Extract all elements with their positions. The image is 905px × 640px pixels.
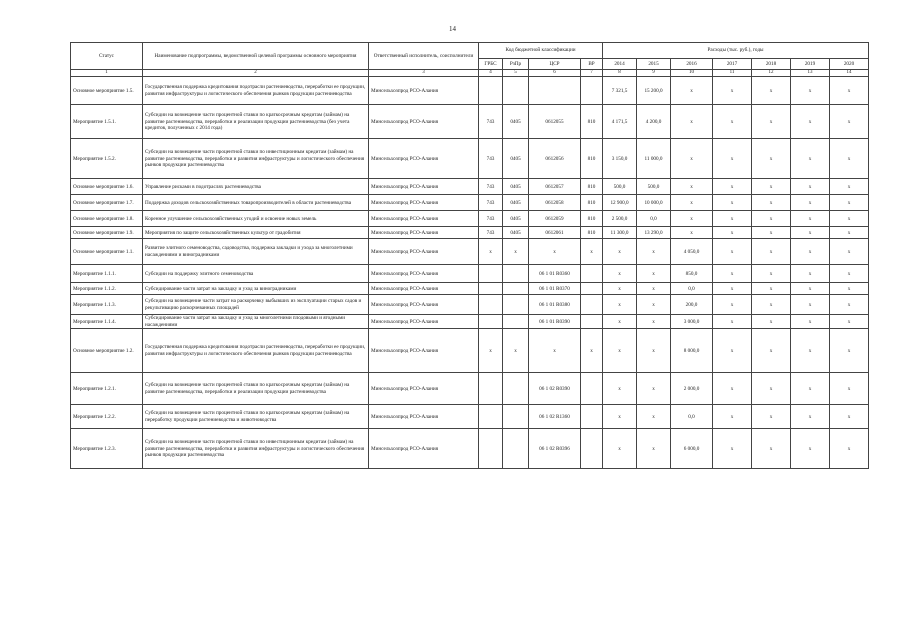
row-value-2018: х bbox=[752, 139, 791, 179]
row-csr: 06 1 02 R0390 bbox=[529, 373, 581, 405]
row-name: Субсидирование части затрат на закладку и уход за многолетними плодовыми и ягодными насаждениями bbox=[143, 315, 369, 329]
row-status: Мероприятие 1.1.2. bbox=[71, 283, 143, 295]
row-rzpr: 0405 bbox=[503, 211, 529, 227]
row-value-2016: 3 000,0 bbox=[671, 315, 713, 329]
header-csr: ЦСР bbox=[529, 59, 581, 70]
row-value-2014: х bbox=[603, 405, 637, 429]
row-value-2015: х bbox=[637, 283, 671, 295]
table-row bbox=[71, 265, 869, 283]
row-value-2018: х bbox=[752, 283, 791, 295]
row-csr: 0612055 bbox=[529, 105, 581, 139]
row-vr bbox=[581, 429, 603, 469]
row-value-2018: х bbox=[752, 77, 791, 105]
row-value-2020: х bbox=[830, 227, 869, 239]
row-executor: Минсельхозпрод РСО-Алания bbox=[369, 105, 479, 139]
row-status: Мероприятие 1.2.1. bbox=[71, 373, 143, 405]
row-executor: Минсельхозпрод РСО-Алания bbox=[369, 429, 479, 469]
row-grbs bbox=[479, 373, 503, 405]
row-csr: 0612056 bbox=[529, 139, 581, 179]
header-status: Статус bbox=[71, 43, 143, 70]
row-value-2017: х bbox=[713, 77, 752, 105]
row-status: Мероприятие 1.5.2. bbox=[71, 139, 143, 179]
row-value-2019: х bbox=[791, 139, 830, 179]
column-number: 13 bbox=[791, 70, 830, 77]
row-value-2014: х bbox=[603, 239, 637, 265]
row-value-2017: х bbox=[713, 405, 752, 429]
row-value-2014: х bbox=[603, 373, 637, 405]
header-year: 2015 bbox=[637, 59, 671, 70]
row-csr: 06 1 02 R1360 bbox=[529, 405, 581, 429]
row-name: Субсидии на возмещение части процентной ставки по краткосрочным кредитам (займам) на переработку продукции растениеводства и животноводства bbox=[143, 405, 369, 429]
row-grbs: 743 bbox=[479, 179, 503, 195]
row-name: Субсидии на возмещение части процентной ставки по инвестиционным кредитам (займам) на развитие растениеводства, переработки и развития инфраструктуры и логистического обеспечения рынков продукции растениеводства bbox=[143, 139, 369, 179]
row-value-2017: х bbox=[713, 283, 752, 295]
row-value-2015: х bbox=[637, 373, 671, 405]
row-value-2017: х bbox=[713, 265, 752, 283]
row-status: Основное мероприятие 1.8. bbox=[71, 211, 143, 227]
table-row bbox=[71, 315, 869, 329]
row-status: Основное мероприятие 1.5. bbox=[71, 77, 143, 105]
row-vr: 810 bbox=[581, 195, 603, 211]
row-value-2016: 200,0 bbox=[671, 295, 713, 315]
row-rzpr: х bbox=[503, 329, 529, 373]
row-vr bbox=[581, 373, 603, 405]
row-value-2015: х bbox=[637, 329, 671, 373]
table-row bbox=[71, 329, 869, 373]
row-value-2017: х bbox=[713, 329, 752, 373]
row-value-2015: х bbox=[637, 295, 671, 315]
row-value-2016: 6 000,0 bbox=[671, 429, 713, 469]
row-status: Мероприятие 1.1.3. bbox=[71, 295, 143, 315]
row-executor: Минсельхозпрод РСО-Алания bbox=[369, 329, 479, 373]
row-vr bbox=[581, 295, 603, 315]
row-grbs: 743 bbox=[479, 105, 503, 139]
row-grbs bbox=[479, 265, 503, 283]
row-value-2018: х bbox=[752, 373, 791, 405]
row-value-2020: х bbox=[830, 373, 869, 405]
row-name: Мероприятия по защите сельскохозяйственных культур от градобития bbox=[143, 227, 369, 239]
row-value-2017: х bbox=[713, 429, 752, 469]
header-year: 2020 bbox=[830, 59, 869, 70]
row-value-2020: х bbox=[830, 405, 869, 429]
row-value-2014: 500,0 bbox=[603, 179, 637, 195]
column-number: 9 bbox=[637, 70, 671, 77]
column-number: 7 bbox=[581, 70, 603, 77]
row-value-2017: х bbox=[713, 195, 752, 211]
row-executor: Минсельхозпрод РСО-Алания bbox=[369, 239, 479, 265]
header-rzpr: РзПр bbox=[503, 59, 529, 70]
row-value-2018: х bbox=[752, 329, 791, 373]
row-value-2019: х bbox=[791, 195, 830, 211]
row-value-2017: х bbox=[713, 227, 752, 239]
table-row bbox=[71, 405, 869, 429]
column-numbers-row bbox=[71, 70, 869, 77]
row-value-2015: 13 290,0 bbox=[637, 227, 671, 239]
row-value-2014: 3 150,0 bbox=[603, 139, 637, 179]
row-value-2015: 10 000,0 bbox=[637, 195, 671, 211]
row-grbs bbox=[479, 405, 503, 429]
row-vr: х bbox=[581, 329, 603, 373]
row-status: Мероприятие 1.1.1. bbox=[71, 265, 143, 283]
column-number: 11 bbox=[713, 70, 752, 77]
column-number: 8 bbox=[603, 70, 637, 77]
row-value-2017: х bbox=[713, 373, 752, 405]
row-executor: Минсельхозпрод РСО-Алания bbox=[369, 211, 479, 227]
column-number: 1 bbox=[71, 70, 143, 77]
header-vr: ВР bbox=[581, 59, 603, 70]
row-grbs bbox=[479, 77, 503, 105]
row-grbs bbox=[479, 295, 503, 315]
header-budget-code: Код бюджетной классификации bbox=[479, 43, 603, 59]
table-row bbox=[71, 139, 869, 179]
row-value-2014: х bbox=[603, 429, 637, 469]
row-value-2015: 0,0 bbox=[637, 211, 671, 227]
header-year: 2016 bbox=[671, 59, 713, 70]
row-value-2017: х bbox=[713, 239, 752, 265]
row-vr bbox=[581, 77, 603, 105]
header-grbs: ГРБС bbox=[479, 59, 503, 70]
row-value-2020: х bbox=[830, 265, 869, 283]
column-number: 12 bbox=[752, 70, 791, 77]
row-vr bbox=[581, 265, 603, 283]
table-row bbox=[71, 373, 869, 405]
row-executor: Минсельхозпрод РСО-Алания bbox=[369, 373, 479, 405]
row-status: Основное мероприятие 1.6. bbox=[71, 179, 143, 195]
row-value-2018: х bbox=[752, 405, 791, 429]
row-csr: 06 1 02 R0396 bbox=[529, 429, 581, 469]
row-status: Мероприятие 1.2.2. bbox=[71, 405, 143, 429]
budget-table bbox=[70, 42, 869, 469]
column-number: 10 bbox=[671, 70, 713, 77]
header-executor: Ответственный исполнитель, соисполнители bbox=[369, 43, 479, 70]
row-status: Основное мероприятие 1.7. bbox=[71, 195, 143, 211]
row-value-2016: х bbox=[671, 211, 713, 227]
row-vr: 810 bbox=[581, 105, 603, 139]
row-value-2019: х bbox=[791, 405, 830, 429]
row-executor: Минсельхозпрод РСО-Алания bbox=[369, 227, 479, 239]
header-year: 2014 bbox=[603, 59, 637, 70]
row-value-2020: х bbox=[830, 195, 869, 211]
row-value-2015: х bbox=[637, 315, 671, 329]
row-value-2014: х bbox=[603, 295, 637, 315]
row-csr: 0612058 bbox=[529, 195, 581, 211]
row-value-2018: х bbox=[752, 105, 791, 139]
row-name: Развитие элитного семеноводства, садоводства, поддержка закладки и ухода за многолетними насаждениями и виноградниками bbox=[143, 239, 369, 265]
row-value-2018: х bbox=[752, 239, 791, 265]
row-grbs: х bbox=[479, 329, 503, 373]
row-value-2014: х bbox=[603, 329, 637, 373]
row-value-2019: х bbox=[791, 315, 830, 329]
row-executor: Минсельхозпрод РСО-Алания bbox=[369, 179, 479, 195]
row-vr: 810 bbox=[581, 179, 603, 195]
row-executor: Минсельхозпрод РСО-Алания bbox=[369, 195, 479, 211]
row-rzpr: х bbox=[503, 239, 529, 265]
row-value-2019: х bbox=[791, 283, 830, 295]
table-row bbox=[71, 179, 869, 195]
row-value-2020: х bbox=[830, 295, 869, 315]
row-grbs: 743 bbox=[479, 195, 503, 211]
table-row bbox=[71, 295, 869, 315]
row-value-2014: 12 900,0 bbox=[603, 195, 637, 211]
header-expenses: Расходы (тыс. руб.), годы bbox=[603, 43, 869, 59]
row-vr bbox=[581, 405, 603, 429]
row-value-2016: х bbox=[671, 139, 713, 179]
row-csr: 06 1 01 R0370 bbox=[529, 283, 581, 295]
row-value-2019: х bbox=[791, 105, 830, 139]
row-value-2016: 0,0 bbox=[671, 283, 713, 295]
row-value-2019: х bbox=[791, 77, 830, 105]
row-rzpr bbox=[503, 295, 529, 315]
header-year: 2019 bbox=[791, 59, 830, 70]
row-csr: 0612057 bbox=[529, 179, 581, 195]
row-value-2015: х bbox=[637, 265, 671, 283]
row-executor: Минсельхозпрод РСО-Алания bbox=[369, 77, 479, 105]
row-value-2014: 7 321,5 bbox=[603, 77, 637, 105]
row-vr bbox=[581, 315, 603, 329]
row-rzpr: 0405 bbox=[503, 179, 529, 195]
row-value-2020: х bbox=[830, 315, 869, 329]
row-rzpr bbox=[503, 315, 529, 329]
row-vr: 810 bbox=[581, 139, 603, 179]
row-value-2014: х bbox=[603, 315, 637, 329]
row-value-2016: х bbox=[671, 105, 713, 139]
row-executor: Минсельхозпрод РСО-Алания bbox=[369, 265, 479, 283]
row-value-2015: 11 000,0 bbox=[637, 139, 671, 179]
row-value-2017: х bbox=[713, 315, 752, 329]
row-grbs bbox=[479, 429, 503, 469]
row-vr bbox=[581, 283, 603, 295]
row-value-2017: х bbox=[713, 105, 752, 139]
row-grbs: 743 bbox=[479, 139, 503, 179]
row-value-2020: х bbox=[830, 239, 869, 265]
row-value-2015: 500,0 bbox=[637, 179, 671, 195]
header-name: Наименование подпрограммы, ведомственной целевой программы основного мероприятия bbox=[143, 43, 369, 70]
page-number: 14 bbox=[449, 25, 456, 33]
row-vr: 810 bbox=[581, 227, 603, 239]
row-name: Субсидии на поддержку элитного семеноводства bbox=[143, 265, 369, 283]
row-status: Основное мероприятие 1.9. bbox=[71, 227, 143, 239]
row-value-2016: х bbox=[671, 179, 713, 195]
row-value-2019: х bbox=[791, 239, 830, 265]
row-value-2019: х bbox=[791, 373, 830, 405]
row-value-2019: х bbox=[791, 295, 830, 315]
row-name: Поддержка доходов сельскохозяйственных товаропроизводителей в области растениеводства bbox=[143, 195, 369, 211]
table-row bbox=[71, 283, 869, 295]
row-rzpr: 0405 bbox=[503, 227, 529, 239]
row-value-2018: х bbox=[752, 179, 791, 195]
row-csr bbox=[529, 77, 581, 105]
row-rzpr bbox=[503, 265, 529, 283]
row-grbs: 743 bbox=[479, 227, 503, 239]
row-status: Основное мероприятие 1.1. bbox=[71, 239, 143, 265]
row-rzpr: 0405 bbox=[503, 105, 529, 139]
row-value-2016: 4 050,0 bbox=[671, 239, 713, 265]
row-executor: Минсельхозпрод РСО-Алания bbox=[369, 405, 479, 429]
column-number: 14 bbox=[830, 70, 869, 77]
table-row bbox=[71, 429, 869, 469]
row-name: Управление рисками в подотраслях растениеводства bbox=[143, 179, 369, 195]
row-name: Субсидии на возмещение части процентной ставки по краткосрочным кредитам (займам) на развитие растениеводства, переработки и реализации продукции растениеводства bbox=[143, 373, 369, 405]
row-rzpr: 0405 bbox=[503, 139, 529, 179]
row-value-2017: х bbox=[713, 295, 752, 315]
row-executor: Минсельхозпрод РСО-Алания bbox=[369, 315, 479, 329]
row-value-2018: х bbox=[752, 429, 791, 469]
row-executor: Минсельхозпрод РСО-Алания bbox=[369, 139, 479, 179]
row-rzpr bbox=[503, 283, 529, 295]
row-value-2016: 8 000,0 bbox=[671, 329, 713, 373]
row-status: Мероприятие 1.1.4. bbox=[71, 315, 143, 329]
table-row bbox=[71, 195, 869, 211]
row-csr: 06 1 01 R0380 bbox=[529, 295, 581, 315]
row-value-2016: х bbox=[671, 195, 713, 211]
row-value-2020: х bbox=[830, 179, 869, 195]
column-number: 5 bbox=[503, 70, 529, 77]
row-value-2016: 850,0 bbox=[671, 265, 713, 283]
row-name: Государственная поддержка кредитования подотрасли растениеводства, переработки ее продукции, развития инфраструктуры и логистического обеспечения рынков продукции растениеводства bbox=[143, 77, 369, 105]
row-value-2019: х bbox=[791, 211, 830, 227]
row-csr: х bbox=[529, 239, 581, 265]
row-value-2017: х bbox=[713, 179, 752, 195]
row-value-2020: х bbox=[830, 283, 869, 295]
row-executor: Минсельхозпрод РСО-Алания bbox=[369, 283, 479, 295]
row-value-2019: х bbox=[791, 227, 830, 239]
row-rzpr bbox=[503, 405, 529, 429]
row-grbs: х bbox=[479, 239, 503, 265]
header-year: 2017 bbox=[713, 59, 752, 70]
row-value-2018: х bbox=[752, 195, 791, 211]
row-value-2015: х bbox=[637, 239, 671, 265]
row-value-2016: х bbox=[671, 227, 713, 239]
row-csr: х bbox=[529, 329, 581, 373]
header-year: 2018 bbox=[752, 59, 791, 70]
row-value-2020: х bbox=[830, 429, 869, 469]
row-value-2015: х bbox=[637, 405, 671, 429]
row-value-2018: х bbox=[752, 315, 791, 329]
row-value-2020: х bbox=[830, 211, 869, 227]
table-row bbox=[71, 227, 869, 239]
table-row bbox=[71, 105, 869, 139]
row-value-2014: 4 171,5 bbox=[603, 105, 637, 139]
row-csr: 0612061 bbox=[529, 227, 581, 239]
row-value-2019: х bbox=[791, 265, 830, 283]
row-value-2020: х bbox=[830, 329, 869, 373]
row-value-2019: х bbox=[791, 179, 830, 195]
table-row bbox=[71, 77, 869, 105]
row-rzpr bbox=[503, 77, 529, 105]
row-status: Мероприятие 1.2.3. bbox=[71, 429, 143, 469]
row-csr: 06 1 01 R0360 bbox=[529, 265, 581, 283]
row-value-2014: х bbox=[603, 265, 637, 283]
row-vr: х bbox=[581, 239, 603, 265]
row-value-2020: х bbox=[830, 77, 869, 105]
row-rzpr bbox=[503, 373, 529, 405]
row-csr: 0612059 bbox=[529, 211, 581, 227]
column-number: 4 bbox=[479, 70, 503, 77]
row-rzpr: 0405 bbox=[503, 195, 529, 211]
row-value-2020: х bbox=[830, 105, 869, 139]
row-status: Мероприятие 1.5.1. bbox=[71, 105, 143, 139]
row-value-2014: 2 500,0 bbox=[603, 211, 637, 227]
row-value-2016: х bbox=[671, 77, 713, 105]
column-number: 3 bbox=[369, 70, 479, 77]
row-value-2016: 0,0 bbox=[671, 405, 713, 429]
row-rzpr bbox=[503, 429, 529, 469]
row-csr: 06 1 01 R0390 bbox=[529, 315, 581, 329]
row-value-2015: 4 200,0 bbox=[637, 105, 671, 139]
column-number: 2 bbox=[143, 70, 369, 77]
row-grbs: 743 bbox=[479, 211, 503, 227]
table-row bbox=[71, 211, 869, 227]
row-value-2017: х bbox=[713, 211, 752, 227]
row-name: Коренное улучшение сельскохозяйственных угодий и освоение новых земель bbox=[143, 211, 369, 227]
row-value-2019: х bbox=[791, 429, 830, 469]
row-name: Государственная поддержка кредитования подотрасли растениеводства, переработки ее продукции, развития инфраструктуры и логистического обеспечения рынков продукции растениеводства bbox=[143, 329, 369, 373]
table-row bbox=[71, 239, 869, 265]
row-name: Субсидирование части затрат на закладку и уход за виноградниками bbox=[143, 283, 369, 295]
row-value-2017: х bbox=[713, 139, 752, 179]
row-value-2014: 11 300,0 bbox=[603, 227, 637, 239]
row-value-2018: х bbox=[752, 295, 791, 315]
row-value-2014: х bbox=[603, 283, 637, 295]
row-name: Субсидии на возмещение части процентной ставки по краткосрочным кредитам (займам) на развитие растениеводства, переработки и реализации продукции растениеводства (без учета кредитов, полученных с 2014 года) bbox=[143, 105, 369, 139]
row-grbs bbox=[479, 315, 503, 329]
row-status: Основное мероприятие 1.2. bbox=[71, 329, 143, 373]
row-vr: 810 bbox=[581, 211, 603, 227]
row-value-2015: х bbox=[637, 429, 671, 469]
row-value-2018: х bbox=[752, 211, 791, 227]
row-value-2018: х bbox=[752, 227, 791, 239]
row-value-2018: х bbox=[752, 265, 791, 283]
row-executor: Минсельхозпрод РСО-Алания bbox=[369, 295, 479, 315]
column-number: 6 bbox=[529, 70, 581, 77]
row-value-2019: х bbox=[791, 329, 830, 373]
row-value-2020: х bbox=[830, 139, 869, 179]
row-value-2015: 15 200,0 bbox=[637, 77, 671, 105]
row-name: Субсидии на возмещение части затрат на раскорчевку выбывших из эксплуатации старых садов и рекультивацию раскорчеванных площадей bbox=[143, 295, 369, 315]
row-value-2016: 2 000,0 bbox=[671, 373, 713, 405]
row-name: Субсидии на возмещение части процентной ставки по инвестиционным кредитам (займам) на развитие растениеводства, переработки и развития инфраструктуры и логистического обеспечения рынков продукции растениеводства bbox=[143, 429, 369, 469]
row-grbs bbox=[479, 283, 503, 295]
